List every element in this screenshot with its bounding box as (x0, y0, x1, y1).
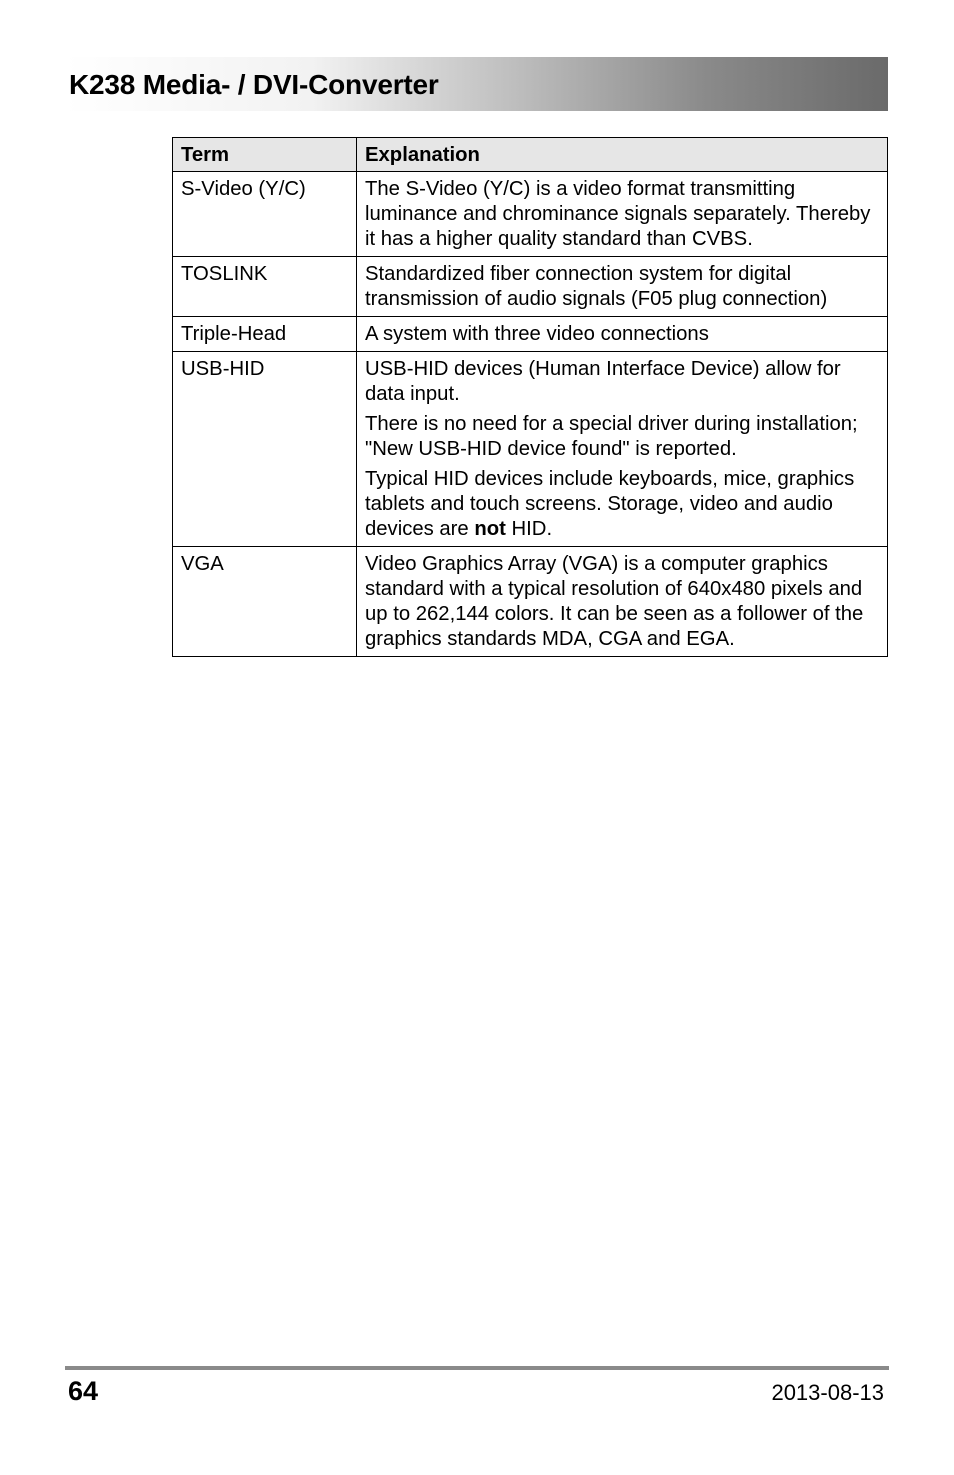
explanation-text: A system with three video connections (365, 323, 709, 345)
explanation-text: Video Graphics Array (VGA) is a computer graphics standard with a typical resolution of 640x480 pixels and up to 262,144 colors. It can be seen as a follower of the graphics standards MDA, CGA and EGA. (365, 553, 864, 650)
footer-date: 2013-08-13 (771, 1380, 884, 1405)
table-row (173, 547, 888, 657)
footer-divider (65, 1366, 889, 1370)
explanation-cell (357, 547, 888, 657)
explanation-cell (357, 352, 888, 547)
explanation-cell (357, 317, 888, 352)
explanation-text (365, 467, 879, 542)
chapter-title: K238 Media- / DVI-Converter (69, 69, 439, 100)
header-explanation: Explanation (357, 138, 888, 172)
explanation-text: USB-HID devices (Human Interface Device) allow for data input. (365, 358, 841, 405)
table-row (173, 172, 888, 257)
explanation-text-part: Typical HID devices include keyboards, mice, graphics tablets and touch screens. Storage, video and audio devices are (365, 468, 855, 540)
term-cell: USB-HID (173, 352, 357, 547)
term-cell: Triple-Head (173, 317, 357, 352)
explanation-cell (357, 257, 888, 317)
explanation-text: There is no need for a special driver during installation; "New USB-HID device found" is reported. (365, 413, 858, 460)
term-cell: TOSLINK (173, 257, 357, 317)
table-row (173, 317, 888, 352)
glossary-table (172, 137, 888, 657)
emphasis-not: not (474, 518, 506, 540)
chapter-header-bar (65, 57, 888, 111)
table-header-row (173, 138, 888, 172)
explanation-text: The S-Video (Y/C) is a video format transmitting luminance and chrominance signals separately. Thereby it has a higher quality standard than CVBS. (365, 178, 871, 250)
explanation-text: Standardized fiber connection system for digital transmission of audio signals (F05 plug connection) (365, 263, 828, 310)
table-row (173, 352, 888, 547)
explanation-cell (357, 172, 888, 257)
term-cell: S-Video (Y/C) (173, 172, 357, 257)
table-row (173, 257, 888, 317)
header-term: Term (173, 138, 357, 172)
page-number: 64 (68, 1376, 99, 1406)
term-cell: VGA (173, 547, 357, 657)
explanation-text-part: HID. (505, 518, 553, 540)
